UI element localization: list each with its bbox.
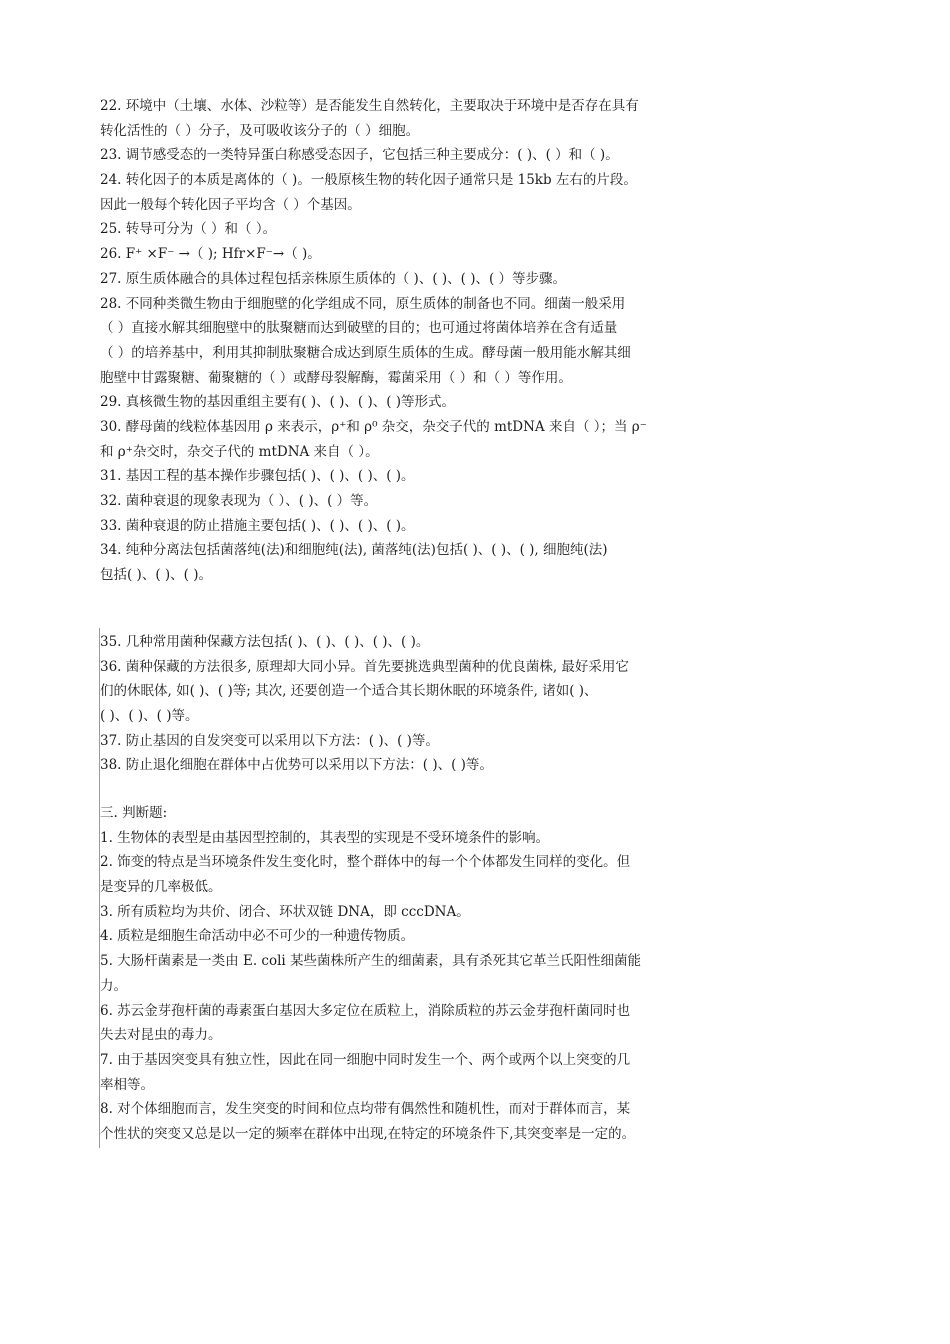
text-line: 们的休眠体, 如( )、( )等; 其次, 还要创造一个适合其长期休眠的环境条件, 诸如( )、 bbox=[100, 683, 598, 700]
text-line: 32. 菌种衰退的现象表现为（ ）、( )、( ）等。 bbox=[100, 493, 378, 509]
text-line: ( )、( )、( )等。 bbox=[100, 708, 199, 725]
judgment-section bbox=[100, 801, 755, 1147]
text-line: 力。 bbox=[100, 977, 127, 994]
text-line: 28. 不同种类微生物由于细胞壁的化学组成不同，原生质体的制备也不同。细菌一般采用 bbox=[100, 295, 626, 312]
text-line: 是变异的几率极低。 bbox=[100, 879, 222, 896]
text-line: 包括( )、( )、( )。 bbox=[100, 567, 212, 584]
text-line: 35. 几种常用菌种保藏方法包括( )、( )、( )、( )、( )。 bbox=[100, 634, 430, 650]
text-line: 37. 防止基因的自发突变可以采用以下方法：( )、( )等。 bbox=[100, 732, 439, 749]
text-line: 36. 菌种保藏的方法很多, 原理却大同小异。首先要挑选典型菌种的优良菌株, 最好采用它 bbox=[100, 658, 629, 675]
text-line: 7. 由于基因突变具有独立性，因此在同一细胞中同时发生一个、两个或两个以上突变的几 bbox=[100, 1051, 631, 1068]
text-line: 因此一般每个转化因子平均含（ ）个基因。 bbox=[100, 196, 361, 213]
text-line: 5. 大肠杆菌素是一类由 E. coli 某些菌株所产生的细菌素，具有杀死其它革兰氏阳性细菌能 bbox=[100, 953, 642, 970]
text-line: 22. 环境中（土壤、水体、沙粒等）是否能发生自然转化，主要取决于环境中是否存在具有 bbox=[100, 98, 639, 114]
fill-blanks-section-1 bbox=[100, 94, 755, 588]
text-line: 2. 饰变的特点是当环境条件发生变化时，整个群体中的每一个个体都发生同样的变化。但 bbox=[100, 854, 631, 871]
text-line: 4. 质粒是细胞生命活动中必不可少的一种遗传物质。 bbox=[100, 928, 415, 945]
text-line: 38. 防止退化细胞在群体中占优势可以采用以下方法：( )、( )等。 bbox=[100, 757, 493, 774]
fill-blanks-section-2 bbox=[100, 630, 755, 778]
text-line: 24. 转化因子的本质是离体的（ )。一般原核生物的转化因子通常只是 15kb 左右的片段。 bbox=[100, 172, 637, 189]
text-line: 33. 菌种衰退的防止措施主要包括( )、( )、( )、( )。 bbox=[100, 517, 415, 534]
text-line: 27. 原生质体融合的具体过程包括亲株原生质体的（ )、( )、( )、( ）等步骤。 bbox=[100, 270, 567, 287]
section-heading: 三. 判断题: bbox=[100, 805, 168, 821]
text-line: 30. 酵母菌的线粒体基因用 ρ 来表示，ρ⁺和 ρ⁰ 杂交，杂交子代的 mtDNA 来自（ ）；当 ρ⁻ bbox=[100, 418, 647, 435]
text-line: 29. 真核微生物的基因重组主要有( )、( )、( )、( )等形式。 bbox=[100, 394, 456, 411]
text-line: 胞壁中甘露聚糖、葡聚糖的（ ）或酵母裂解酶，霉菌采用（ ）和（ ）等作用。 bbox=[100, 369, 572, 386]
text-line: 34. 纯种分离法包括菌落纯(法)和细胞纯(法), 菌落纯(法)包括( )、( )、( ), 细胞纯(法) bbox=[100, 542, 608, 559]
text-line: 8. 对个体细胞而言，发生突变的时间和位点均带有偶然性和随机性，而对于群体而言，某 bbox=[100, 1101, 631, 1118]
text-line: 个性状的突变又总是以一定的频率在群体中出现,在特定的环境条件下,其突变率是一定的。 bbox=[100, 1125, 636, 1142]
text-line: 31. 基因工程的基本操作步骤包括( )、( )、( )、( )。 bbox=[100, 468, 415, 485]
text-line: （ ）直接水解其细胞壁中的肽聚糖而达到破壁的目的；也可通过将菌体培养在含有适量 bbox=[100, 320, 618, 337]
text-line: （ ）的培养基中，利用其抑制肽聚糖合成达到原生质体的生成。酵母菌一般用能水解其细 bbox=[100, 344, 631, 361]
text-line: 26. F⁺ ×F⁻ →（ ); Hfr×F⁻→（ )。 bbox=[100, 246, 321, 263]
text-line: 25. 转导可分为（ ）和（ ）。 bbox=[100, 221, 277, 238]
text-line: 转化活性的（ ）分子，及可吸收该分子的（ ）细胞。 bbox=[100, 122, 420, 139]
text-line: 6. 苏云金芽孢杆菌的毒素蛋白基因大多定位在质粒上，消除质粒的苏云金芽孢杆菌同时也 bbox=[100, 1002, 631, 1019]
text-line: 3. 所有质粒均为共价、闭合、环状双链 DNA，即 cccDNA。 bbox=[100, 903, 470, 920]
text-line: 1. 生物体的表型是由基因型控制的，其表型的实现是不受环境条件的影响。 bbox=[100, 829, 550, 846]
text-line: 率相等。 bbox=[100, 1076, 154, 1093]
text-line: 失去对昆虫的毒力。 bbox=[100, 1027, 222, 1044]
text-line: 23. 调节感受态的一类特异蛋白称感受态因子，它包括三种主要成分：( )、( ）和（ )。 bbox=[100, 147, 619, 164]
text-line: 和 ρ⁺杂交时，杂交子代的 mtDNA 来自（ ）。 bbox=[100, 443, 379, 460]
